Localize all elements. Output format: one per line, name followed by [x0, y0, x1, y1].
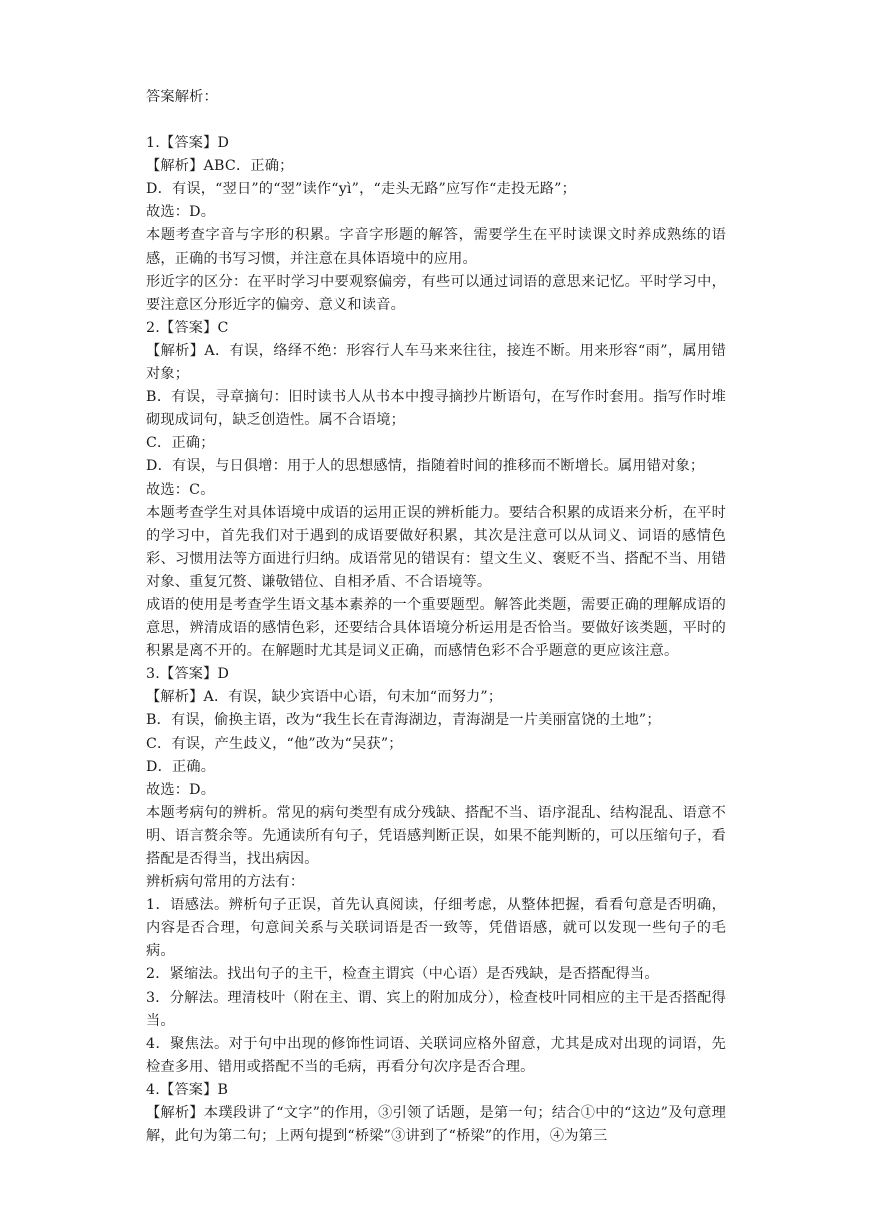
explanation-paragraph: 本题考查字音与字形的积累。字音字形题的解答，需要学生在平时读课文时养成熟练的语感，正确的书写习惯，并注意在具体语境中的应用。: [146, 227, 726, 267]
document-heading: 答案解析：: [146, 89, 218, 105]
method-item: 1．语感法。辨析句子正误，首先认真阅读，仔细考虑，从整体把握，看看句意是否明确，内容是否合理，句意间关系与关联词语是否一致等，凭借语感，就可以发现一些句子的毛病。: [146, 897, 726, 960]
analysis-line: 【解析】A．有误，络绎不绝：形容行人车马来来往往，接连不断。用来形容“雨”，属用错对象；: [146, 342, 726, 383]
analysis-line: B．有误，偷换主语，改为“我生长在青海湖边，青海湖是一片美丽富饶的土地”；: [146, 712, 661, 729]
explanation-paragraph: 本题考查学生对具体语境中成语的运用正误的辨析能力。要结合积累的成语来分析，在平时的学习中，首先我们对于遇到的成语要做好积累，其次是注意可以从词义、词语的感情色彩、习惯用法等方面进行归纳。成语常见的错误有：望文生义、褒贬不当、搭配不当、用错对象、重复冗赘、谦敬错位、自相矛盾、不合语境等。: [146, 504, 726, 590]
choice-line: 故选：C。: [146, 481, 215, 498]
explanation-paragraph: 成语的使用是考查学生语文基本素养的一个重要题型。解答此类题，需要正确的理解成语的意思，辨清成语的感情色彩，还要结合具体语境分析运用是否恰当。要做好该类题，平时的积累是离不开的。在解题时尤其是词义正确，而感情色彩不合乎题意的更应该注意。: [146, 596, 726, 660]
method-item: 3．分解法。理清枝叶（附在主、谓、宾上的附加成分），检查枝叶同相应的主干是否搭配得当。: [146, 989, 726, 1029]
analysis-line: C．正确；: [146, 435, 215, 452]
answer-document: [146, 86, 726, 1148]
analysis-line: D．正确。: [146, 758, 216, 775]
answer-line: 4.【答案】B: [146, 1081, 229, 1098]
explanation-paragraph: 形近字的区分：在平时学习中要观察偏旁，有些可以通过词语的意思来记忆。平时学习中，要注意区分形近字的偏旁、意义和读音。: [146, 273, 726, 313]
method-item: 4．聚焦法。对于句中出现的修饰性词语、关联词应格外留意，尤其是成对出现的词语，先检查多用、错用或搭配不当的毛病，再看分句次序是否合理。: [146, 1035, 726, 1075]
analysis-line: 【解析】ABC．正确；: [146, 158, 294, 175]
analysis-line: 【解析】A．有误，缺少宾语中心语，句末加“而努力”；: [146, 689, 503, 706]
choice-line: 故选：D。: [146, 204, 216, 221]
document-body: [146, 132, 726, 1148]
analysis-line: C．有误，产生歧义，“他”改为“吴获”；: [146, 735, 403, 752]
explanation-paragraph: 辨析病句常用的方法有：: [146, 874, 305, 891]
method-item: 2．紧缩法。找出句子的主干，检查主谓宾（中心语）是否残缺，是否搭配得当。: [146, 966, 659, 983]
answer-line: 3.【答案】D: [146, 666, 230, 683]
analysis-line: 【解析】本璞段讲了“文字”的作用，③引领了话题，是第一句；结合①中的“这边”及句意理解，此句为第二句；上两句提到“桥梁”③讲到了“桥梁”的作用，④为第三: [146, 1105, 726, 1145]
analysis-line: D．有误，与日俱增：用于人的思想感情，指随着时间的推移而不断增长。属用错对象；: [146, 458, 705, 475]
answer-line: 2.【答案】C: [146, 319, 229, 336]
answer-line: 1.【答案】D: [146, 135, 230, 152]
choice-line: 故选：D。: [146, 781, 216, 798]
explanation-paragraph: 本题考病句的辨析。常见的病句类型有成分残缺、搭配不当、语序混乱、结构混乱、语意不明、语言赘余等。先通读所有句子，凭语感判断正误，如果不能判断的，可以压缩句子，看搭配是否得当，找出病因。: [146, 804, 726, 867]
analysis-line: B．有误，寻章摘句：旧时读书人从书本中搜寻摘抄片断语句，在写作时套用。指写作时堆砌现成词句，缺乏创造性。属不合语境；: [146, 389, 726, 429]
analysis-line: D．有误，“翌日”的“翌”读作“yì”，“走头无路”应写作“走投无路”；: [146, 181, 576, 198]
